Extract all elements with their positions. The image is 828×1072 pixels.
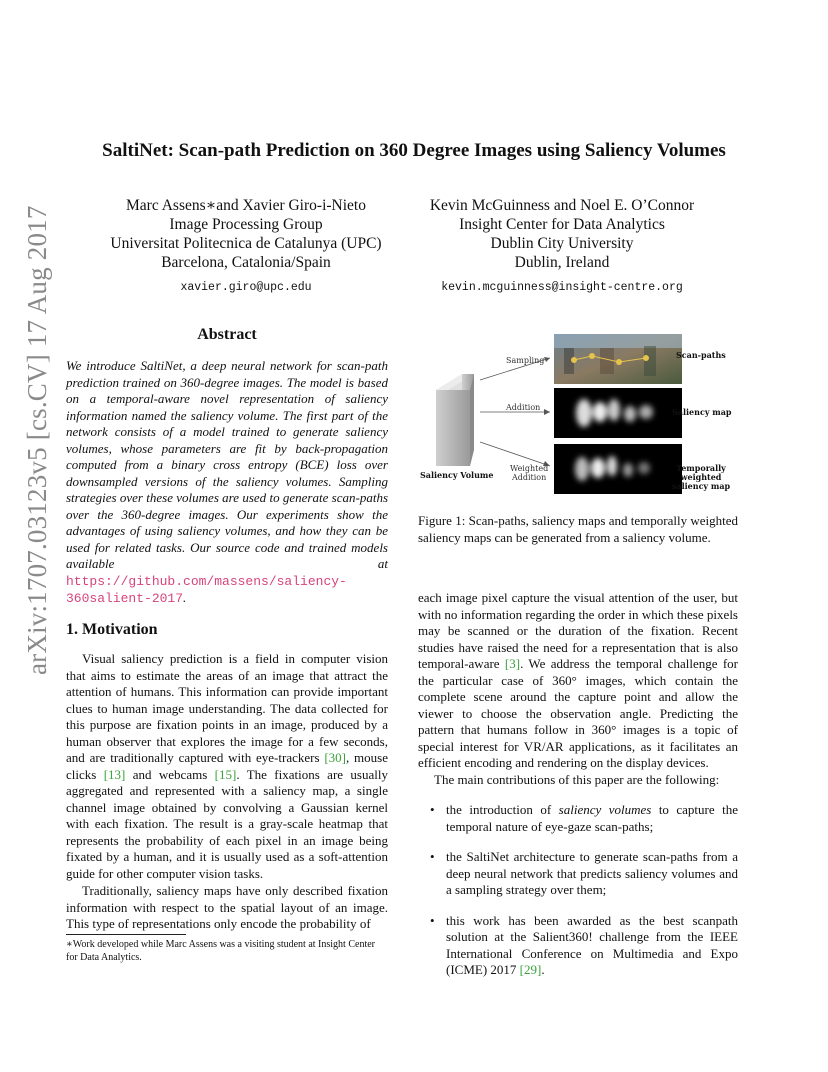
motivation-paragraph-1 <box>66 651 388 882</box>
text-run: . We address the temporal challenge for the particular case of 360° images, which contain the complete scene around the capture point and allow the viewer to choose the observation angle. Predicting the pattern that humans follow in 360° images is a topic of special interest for VR/AR applications, as it facilitates an efficient encoding and rendering on the display devices. <box>418 656 739 770</box>
motivation-text <box>66 651 388 933</box>
footnote-rule <box>66 934 186 935</box>
author-university: Dublin City University <box>490 235 634 252</box>
text-run: . <box>541 962 545 977</box>
section-heading: 1. Motivation <box>66 621 158 638</box>
text-run: each image pixel capture the visual attention of the user, but with no information regarding the order in which these pixels may be scanned or the duration of the fixation. Recent studies have raised the need for a representation that is also temporal-aware <box>418 590 738 671</box>
citation-link[interactable]: [29] <box>519 962 542 977</box>
citation-link[interactable]: [13] <box>103 766 126 782</box>
abstract-text <box>66 358 388 608</box>
author-names: Marc Assens∗and Xavier Giro-i-Nieto <box>126 197 366 214</box>
label-scan-paths: Scan-paths <box>676 350 726 360</box>
label-addition: Addition <box>506 403 541 412</box>
label-line: Temporally weighted <box>676 463 726 482</box>
label-line: saliency map <box>671 481 731 491</box>
abstract-end: . <box>183 590 187 605</box>
text-run: saliency volumes <box>558 802 652 817</box>
label-weighted-addition <box>510 464 548 482</box>
right-column-text <box>418 590 738 993</box>
motivation-paragraph-2: Traditionally, saliency maps have only described fixation information with respect to the spatial layout of an image. This type of representations only encode the probability of <box>66 883 388 931</box>
authors-left <box>96 196 396 297</box>
right-paragraph-1 <box>418 590 738 772</box>
text-run: . The fixations are usually aggregated and represented with a saliency map, a single channel image obtained by convolving a Gaussian kernel with each fixation. The result is a gray-scale heatmap that represents the probability of each pixel in an image being fixated by a human, and it is usually used as a soft-attention guide for other computer vision tasks. <box>66 766 388 881</box>
paper-title: SaltiNet: Scan-path Prediction on 360 Degree Images using Saliency Volumes <box>102 140 726 161</box>
right-paragraph-2: The main contributions of this paper are the following: <box>434 771 720 787</box>
authors-right <box>412 196 712 297</box>
source-code-link[interactable]: https://github.com/massens/saliency-360salient-2017 <box>66 573 347 606</box>
citation-link[interactable]: [3] <box>504 656 521 671</box>
author-names: Kevin McGuinness and Noel E. O’Connor <box>429 197 695 214</box>
arrow-weighted <box>480 442 550 466</box>
list-item: • the SaltiNet architecture to generate scan-paths from a deep neural network that predicts saliency volumes and a sampling strategy over them; <box>418 849 738 899</box>
author-group: Insight Center for Data Analytics <box>459 216 665 233</box>
figure-1 <box>414 330 744 500</box>
abstract-heading: Abstract <box>197 326 257 343</box>
label-saliency-map: Saliency map <box>672 407 732 417</box>
label-sampling: Sampling <box>506 356 545 365</box>
text-run: the introduction of <box>446 802 559 817</box>
footnote: ∗Work developed while Marc Assens was a visiting student at Insight Center for Data Analytics. <box>66 939 375 963</box>
text-run: to capture the temporal nature of eye-gaze scan-paths; <box>446 802 738 834</box>
author-email: kevin.mcguinness@insight-centre.org <box>441 281 683 294</box>
text-run: this work has been awarded as the best scanpath solution at the Salient360! challenge from the IEEE International Conference on Multimedia and Expo (ICME) 2017 <box>446 912 738 977</box>
text-run: and webcams <box>125 766 215 782</box>
label-line: Addition <box>511 473 547 482</box>
figure-caption: Figure 1: Scan-paths, saliency maps and temporally weighted saliency maps can be generated from a saliency volume. <box>418 513 738 545</box>
citation-link[interactable]: [15] <box>214 766 237 782</box>
citation-link[interactable]: [30] <box>324 750 346 765</box>
label-saliency-volume: Saliency Volume <box>420 470 494 480</box>
author-city: Barcelona, Catalonia/Spain <box>161 254 331 271</box>
author-city: Dublin, Ireland <box>514 254 610 271</box>
author-group: Image Processing Group <box>169 216 323 233</box>
label-temporally-weighted <box>658 464 744 491</box>
author-university: Universitat Politecnica de Catalunya (UPC) <box>110 235 382 252</box>
list-item <box>418 913 738 979</box>
text-run: , mouse clicks <box>66 750 388 782</box>
volume-box <box>436 390 470 466</box>
author-email: xavier.giro@upc.edu <box>180 281 312 294</box>
label-line: Weighted <box>510 464 549 473</box>
text-run: Visual saliency prediction is a field in computer vision that aims to estimate the areas of an image that attract the attention of humans. This information can provide important clues to human image understanding. The data collected for this purpose are fixation points in an image, produced by a human observer that explores the image for a few seconds, and are traditionally captured with eye-trackers <box>66 651 388 765</box>
abstract-body: We introduce SaltiNet, a deep neural network for scan-path prediction trained on 360-degree images. The model is based on a temporal-aware novel representation of saliency information named the saliency volume. The first part of the network consists of a model trained to generate saliency volumes, whose parameters are fit by back-propagation computed from a binary cross entropy (BCE) loss over downsampled versions of the saliency volumes. Sampling strategies over these volumes are used to generate scan-paths over the 360-degree images. Our experiments show the advantages of using saliency volumes, and how they can be used for related tasks. Our source code and trained models available at <box>66 358 388 571</box>
arxiv-stamp <box>14 205 54 680</box>
list-item <box>418 802 738 835</box>
arxiv-id: arXiv:1707.03123v5 [cs.CV] 17 Aug 2017 <box>22 205 52 675</box>
contributions-list <box>418 802 738 979</box>
